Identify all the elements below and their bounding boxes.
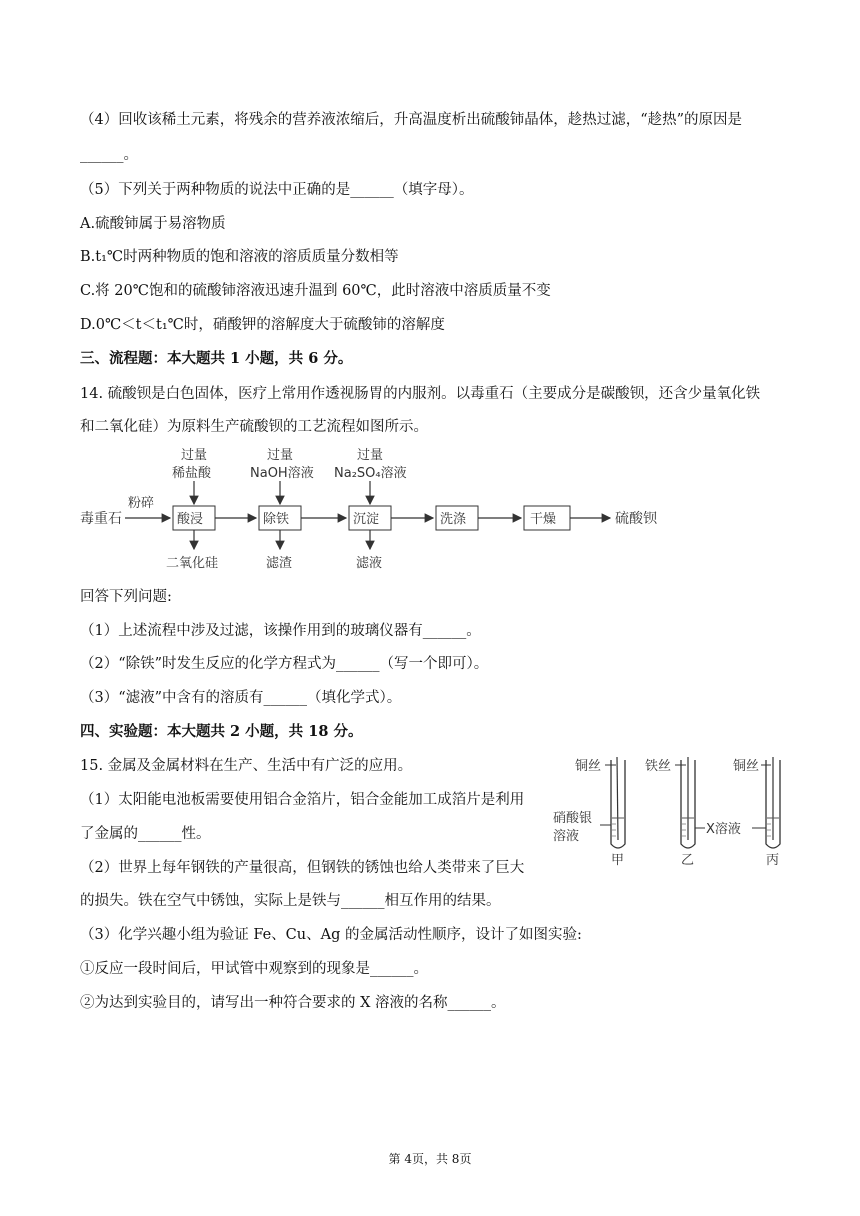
q14-part3: （3）“滤液”中含有的溶质有______（填化学式）。 [80,690,402,706]
q14-ask: 回答下列问题: [80,589,172,605]
q15-part3-1: ①反应一段时间后，甲试管中观察到的现象是______。 [80,961,428,977]
q13-option-c: C.将 20℃饱和的硫酸铈溶液迅速升温到 60℃，此时溶液中溶质质量不变 [80,283,551,299]
tube-label-3: 丙 [766,853,780,868]
flow-box-label: 干燥 [530,512,557,527]
flow-box-label: 酸浸 [177,512,204,527]
q14-stem-line1: 14. 硫酸钡是白色固体，医疗上常用作透视肠胃的内服剂。以毒重石（主要成分是碳酸钡，还含少量氧化铁 [80,386,761,402]
reagent-3-top: 过量 [357,448,384,463]
q13-option-b: B.t₁℃时两种物质的饱和溶液的溶质质量分数相等 [80,249,399,265]
tube-label-2: 乙 [681,853,695,868]
q15-stem: 15. 金属及金属材料在生产、生活中有广泛的应用。 [80,758,413,774]
q14-stem-line2: 和二氧化硅）为原料生产硫酸钡的工艺流程如图所示。 [80,419,428,435]
wire-label-1: 铜丝 [575,759,602,774]
q13-part4-line2: ______。 [80,147,138,163]
output-2: 滤渣 [266,556,293,571]
q15-part2-line2: 的损失。铁在空气中锈蚀，实际上是铁与______相互作用的结果。 [80,893,501,909]
q13-part4-line1: （4）回收该稀土元素，将残余的营养液浓缩后，升高温度析出硫酸铈晶体，趁热过滤，“趁热”的原因是 [80,112,743,128]
flow-arrow-label: 粉碎 [128,496,155,511]
flow-box-label: 洗涤 [440,512,467,527]
q14-part2: （2）“除铁”时发生反应的化学方程式为______（写一个即可）。 [80,656,489,672]
wire-label-2: 铁丝 [645,759,672,774]
flow-box-label: 沉淀 [353,512,380,527]
solution-label-x: X溶液 [706,822,741,837]
tube-label-1: 甲 [611,853,625,868]
process-flow-diagram [78,443,678,578]
flow-end: 硫酸钡 [615,511,657,527]
q15-part3: （3）化学兴趣小组为验证 Fe、Cu、Ag 的金属活动性顺序，设计了如图实验: [80,927,582,943]
section-3-heading: 三、流程题：本大题共 1 小题，共 6 分。 [80,350,353,367]
q15-part2-line1: （2）世界上每年钢铁的产量很高，但钢铁的锈蚀也给人类带来了巨大 [80,860,525,876]
page-footer: 第 4页，共 8页 [388,1152,472,1166]
q15-part3-2: ②为达到实验目的，请写出一种符合要求的 X 溶液的名称______。 [80,995,506,1011]
flow-box-label: 除铁 [263,512,290,527]
section-4-heading: 四、实验题：本大题共 2 小题，共 18 分。 [80,723,363,740]
q14-part1: （1）上述流程中涉及过滤，该操作用到的玻璃仪器有______。 [80,623,481,639]
q15-part1-line1: （1）太阳能电池板需要使用铝合金箔片，铝合金能加工成箔片是利用 [80,792,525,808]
q13-option-d: D.0℃＜t＜t₁℃时，硝酸钾的溶解度大于硫酸铈的溶解度 [80,317,445,333]
reagent-1-bottom: 稀盐酸 [172,466,212,481]
output-3: 滤液 [356,556,383,571]
wire-label-3: 铜丝 [733,759,760,774]
flow-start: 毒重石 [80,511,122,527]
output-1: 二氧化硅 [166,556,219,571]
reagent-2-top: 过量 [267,448,294,463]
q13-part5: （5）下列关于两种物质的说法中正确的是______（填字母）。 [80,182,474,198]
solution-label-1b: 溶液 [553,829,580,844]
reagent-1-top: 过量 [181,448,208,463]
q13-option-a: A.硫酸铈属于易溶物质 [80,216,226,232]
reagent-2-bottom: NaOH溶液 [250,466,314,481]
reagent-3-bottom: Na₂SO₄溶液 [334,466,407,481]
test-tube-figure [545,752,795,877]
solution-label-1a: 硝酸银 [553,811,593,826]
q15-part1-line2: 了金属的______性。 [80,826,211,842]
